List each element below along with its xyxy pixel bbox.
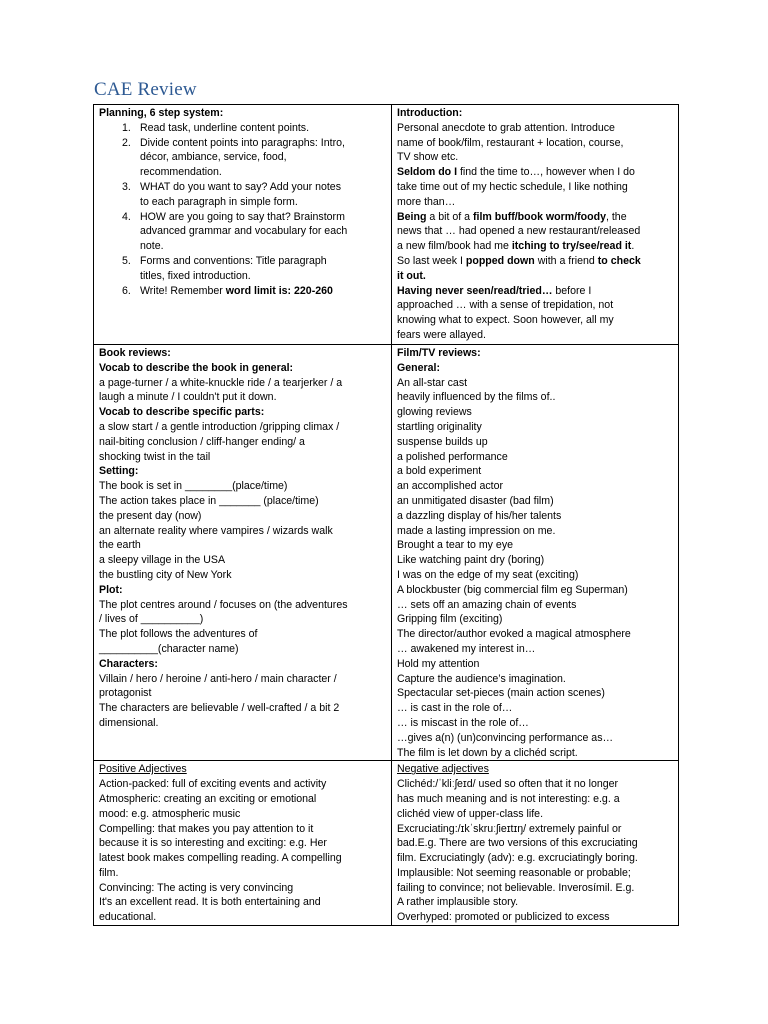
planning-cell [94,105,392,345]
text-line [397,450,673,465]
text-run: Gripping film (exciting) [397,613,503,626]
text-line [99,807,386,822]
text-line [397,284,673,299]
positive-adjectives-cell [94,761,392,926]
text-run: bad.E.g. There are two versions of this excruciating [397,837,638,850]
text-line [397,464,673,479]
text-line [99,642,386,657]
text-run: a sleepy village in the USA [99,554,226,567]
text-run: Characters: [99,657,158,670]
text-line [99,657,386,672]
text-line [397,313,673,328]
text-run: TV show etc. [397,151,459,164]
text-line [397,583,673,598]
text-run: It's an excellent read. It is both entertaining and [99,896,321,909]
text-run: mood: e.g. atmospheric music [99,807,241,820]
text-line [397,269,673,284]
text-line [99,672,386,687]
text-line [397,895,673,910]
planning-step [99,254,386,284]
text-run: … awakened my interest in… [397,642,536,655]
text-run: The plot follows the adventures of [99,628,258,641]
text-line [397,881,673,896]
text-line [99,450,386,465]
text-line [397,746,673,761]
text-line [140,284,386,299]
text-line [99,553,386,568]
text-line [99,910,386,925]
text-line [397,792,673,807]
text-line [140,210,386,225]
text-line [99,701,386,716]
text-line [397,420,673,435]
text-run: popped down [465,254,535,267]
text-line [99,762,386,777]
text-line [397,479,673,494]
text-run: recommendation. [140,166,222,179]
text-run: a page-turner / a white-knuckle ride / a tearjerker / a [99,376,343,389]
text-run: Action-packed: full of exciting events and activity [99,778,327,791]
text-line [397,239,673,254]
text-run: … is cast in the role of… [397,702,513,715]
text-line [397,195,673,210]
text-run: before I [552,284,592,297]
text-line [140,136,386,151]
text-line [397,298,673,313]
introduction-cell [392,105,679,345]
text-line [99,376,386,391]
text-line [140,165,386,180]
text-line [99,420,386,435]
text-run: A rather implausible story. [397,896,519,909]
text-line [99,792,386,807]
text-run: film. [99,866,119,879]
text-run: Implausible: Not seeming reasonable or probable; [397,866,631,879]
text-run: The film is let down by a clichéd script. [397,746,578,759]
text-line [397,807,673,822]
text-line [397,150,673,165]
text-run: more than… [397,195,456,208]
text-run: An all-star cast [397,376,468,389]
text-run: a slow start / a gentle introduction /gripping climax / [99,420,340,433]
text-line [99,435,386,450]
text-line [99,390,386,405]
text-line [99,777,386,792]
text-line [397,866,673,881]
text-line [397,836,673,851]
text-line [397,910,673,925]
planning-step [99,284,386,299]
text-run: Introduction: [397,107,463,119]
text-line [397,553,673,568]
text-run: educational. [99,911,157,924]
text-run: Capture the audience’s imagination. [397,672,566,685]
text-run: Vocab to describe specific parts: [99,406,265,419]
text-line [397,346,673,361]
text-run: made a lasting impression on me. [397,524,556,537]
planning-step [99,136,386,180]
text-line [140,239,386,254]
text-line [397,435,673,450]
text-run: Positive Adjectives [99,763,187,776]
text-run: glowing reviews [397,406,472,419]
text-run: Divide content points into paragraphs: Intro, [140,136,345,149]
text-run: Hold my attention [397,657,480,670]
text-run: , the [605,210,627,223]
text-line [397,361,673,376]
text-line [397,121,673,136]
text-line [99,568,386,583]
book-reviews-cell [94,345,392,761]
text-run: So last week I [397,254,466,267]
text-line [397,136,673,151]
text-run: Personal anecdote to grab attention. Introduce [397,121,615,134]
text-run: Film/TV reviews: [397,347,481,359]
text-line [140,180,386,195]
text-run: the earth [99,539,141,552]
text-run: Compelling: that makes you pay attention to it [99,822,314,835]
text-run: … is miscast in the role of… [397,716,529,729]
planning-step [99,210,386,254]
text-run: . [631,240,635,253]
text-run: shocking twist in the tail [99,450,211,463]
text-run: …gives a(n) (un)convincing performance as… [397,731,614,744]
text-run: protagonist [99,687,152,700]
text-line [140,254,386,269]
text-line [397,390,673,405]
text-line [99,895,386,910]
text-run: WHAT do you want to say? Add your notes [140,180,341,193]
table-row [94,105,679,345]
text-run: Seldom do I [397,166,458,179]
text-run: name of book/film, restaurant + location, course, [397,136,624,149]
text-line [140,269,386,284]
text-run: Overhyped: promoted or publicized to excess [397,911,610,924]
text-run: advanced grammar and vocabulary for each [140,225,348,238]
text-run: General: [397,361,440,374]
text-run: The action takes place in _______ (place/time) [99,494,319,507]
text-line [397,328,673,343]
text-line [99,509,386,524]
text-run: latest book makes compelling reading. A compelling [99,852,342,865]
text-line [99,524,386,539]
text-line [99,583,386,598]
text-run: word limit is: 220-260 [225,284,333,297]
review-table [93,104,679,926]
text-run: The plot centres around / focuses on (the adventures [99,598,348,611]
text-line [397,568,673,583]
text-line [397,822,673,837]
text-line [397,405,673,420]
text-line [397,376,673,391]
text-run: startling originality [397,420,482,433]
text-line [397,598,673,613]
text-run: The characters are believable / well-crafted / a bit 2 [99,702,340,715]
text-run: Vocab to describe the book in general: [99,361,294,374]
text-run: a dazzling display of his/her talents [397,509,562,522]
text-run: nail-biting conclusion / cliff-hanger ending/ a [99,435,305,448]
text-line [397,524,673,539]
text-line [140,224,386,239]
text-run: film. Excruciatingly (adv): e.g. excruciatingly boring. [397,852,638,865]
text-run: Read task, underline content points. [140,121,310,134]
text-run: I was on the edge of my seat (exciting) [397,568,579,581]
text-line [397,254,673,269]
text-line [397,777,673,792]
text-run: Brought a tear to my eye [397,539,514,552]
text-run: Villain / hero / heroine / anti-hero / main character / [99,672,337,685]
text-run: an accomplished actor [397,480,503,493]
text-line [397,851,673,866]
text-run: Atmospheric: creating an exciting or emotional [99,792,317,805]
text-line [99,686,386,701]
text-line [397,731,673,746]
text-run: a new film/book had me [397,240,512,253]
text-line [397,657,673,672]
text-line [99,494,386,509]
text-run: Write! Remember [140,284,226,297]
text-run: because it is so interesting and exciting: e.g. Her [99,837,327,850]
text-run: knowing what to expect. Soon however, all my [397,314,614,327]
text-run: HOW are you going to say that? Brainstorm [140,210,345,223]
text-line [397,612,673,627]
text-line [140,150,386,165]
text-line [99,538,386,553]
film-reviews-cell [392,345,679,761]
text-run: to check [597,254,641,267]
text-line [99,346,386,361]
text-run: Excruciating:/ɪkˈskruːʃieɪtɪŋ/ extremely painful or [397,822,622,835]
text-line [397,762,673,777]
text-run: failing to convince; not believable. Inverosímil. E.g. [397,881,635,894]
negative-adjectives-cell [392,761,679,926]
text-run: Setting: [99,465,139,478]
text-line [99,361,386,376]
text-line [99,716,386,731]
text-run: find the time to…, however when I do [457,166,635,179]
text-run: Convincing: The acting is very convincing [99,881,294,894]
text-run: Clichéd:/ˈkliːʃeɪd/ used so often that it no longer [397,778,619,791]
text-run: has much meaning and is not interesting: e.g. a [397,792,620,805]
table-row [94,345,679,761]
text-line [99,627,386,642]
text-run: Being [397,210,427,223]
text-run: … sets off an amazing chain of events [397,598,577,611]
text-run: note. [140,240,164,253]
text-run: Having never seen/read/tried… [397,284,553,297]
text-run: laugh a minute / I couldn't put it down. [99,391,277,404]
text-line [99,612,386,627]
step-number: 1. [122,121,131,134]
text-run: The director/author evoked a magical atmosphere [397,628,631,641]
text-run: with a friend [534,254,598,267]
planning-step [99,180,386,210]
text-run: film buff/book worm/foody [472,210,606,223]
text-line [99,866,386,881]
text-run: news that … had opened a new restaurant/released [397,225,641,238]
text-line [99,881,386,896]
text-run: itching to try/see/read it [511,240,632,253]
text-run: an unmitigated disaster (bad film) [397,494,554,507]
text-run: to each paragraph in simple form. [140,195,298,208]
text-run: Forms and conventions: Title paragraph [140,254,327,267]
text-line [99,851,386,866]
step-number: 5. [122,254,131,267]
text-line [397,210,673,225]
text-run: a polished performance [397,450,508,463]
text-run: / lives of __________) [99,613,204,626]
text-line [397,224,673,239]
text-run: The book is set in ________(place/time) [99,480,288,493]
text-run: it out. [397,269,426,282]
step-number: 6. [122,284,131,297]
table-row [94,761,679,926]
text-line [99,405,386,420]
text-run: Negative adjectives [397,763,489,776]
text-line [397,701,673,716]
text-line [397,716,673,731]
planning-step [99,121,386,136]
text-line [99,822,386,837]
text-run: __________(character name) [99,642,239,655]
step-number: 4. [122,210,131,223]
text-line [99,598,386,613]
text-run: décor, ambiance, service, food, [140,151,287,164]
text-run: an alternate reality where vampires / wizards walk [99,524,333,537]
text-line [397,165,673,180]
text-line [397,672,673,687]
step-number: 2. [122,136,131,149]
text-line [397,538,673,553]
planning-steps [99,121,386,299]
text-run: fears were allayed. [397,328,486,341]
text-run: titles, fixed introduction. [140,269,251,282]
text-run: A blockbuster (big commercial film eg Superman) [397,583,628,596]
text-run: Like watching paint dry (boring) [397,554,545,567]
text-run: the bustling city of New York [99,568,232,581]
planning-heading: Planning, 6 step system: [99,107,224,119]
text-run: Plot: [99,583,123,596]
text-run: dimensional. [99,716,159,729]
text-line [397,509,673,524]
text-run: approached … with a sense of trepidation, not [397,299,614,312]
text-run: clichéd view of upper-class life. [397,807,544,820]
text-line [397,627,673,642]
text-line [99,479,386,494]
text-run: Spectacular set-pieces (main action scenes) [397,687,605,700]
text-line [140,195,386,210]
text-line [99,464,386,479]
text-line [397,494,673,509]
text-run: take time out of my hectic schedule, I like nothing [397,180,628,193]
text-run: suspense builds up [397,435,488,448]
text-run: heavily influenced by the films of.. [397,391,556,404]
text-run: the present day (now) [99,509,202,522]
text-line [397,180,673,195]
text-run: a bit of a [426,210,473,223]
text-line [99,836,386,851]
text-line [397,642,673,657]
text-run: Book reviews: [99,347,171,359]
document-title: CAE Review [94,79,197,100]
text-line [397,106,673,121]
text-line [140,121,386,136]
step-number: 3. [122,180,131,193]
text-run: a bold experiment [397,465,482,478]
text-line [397,686,673,701]
